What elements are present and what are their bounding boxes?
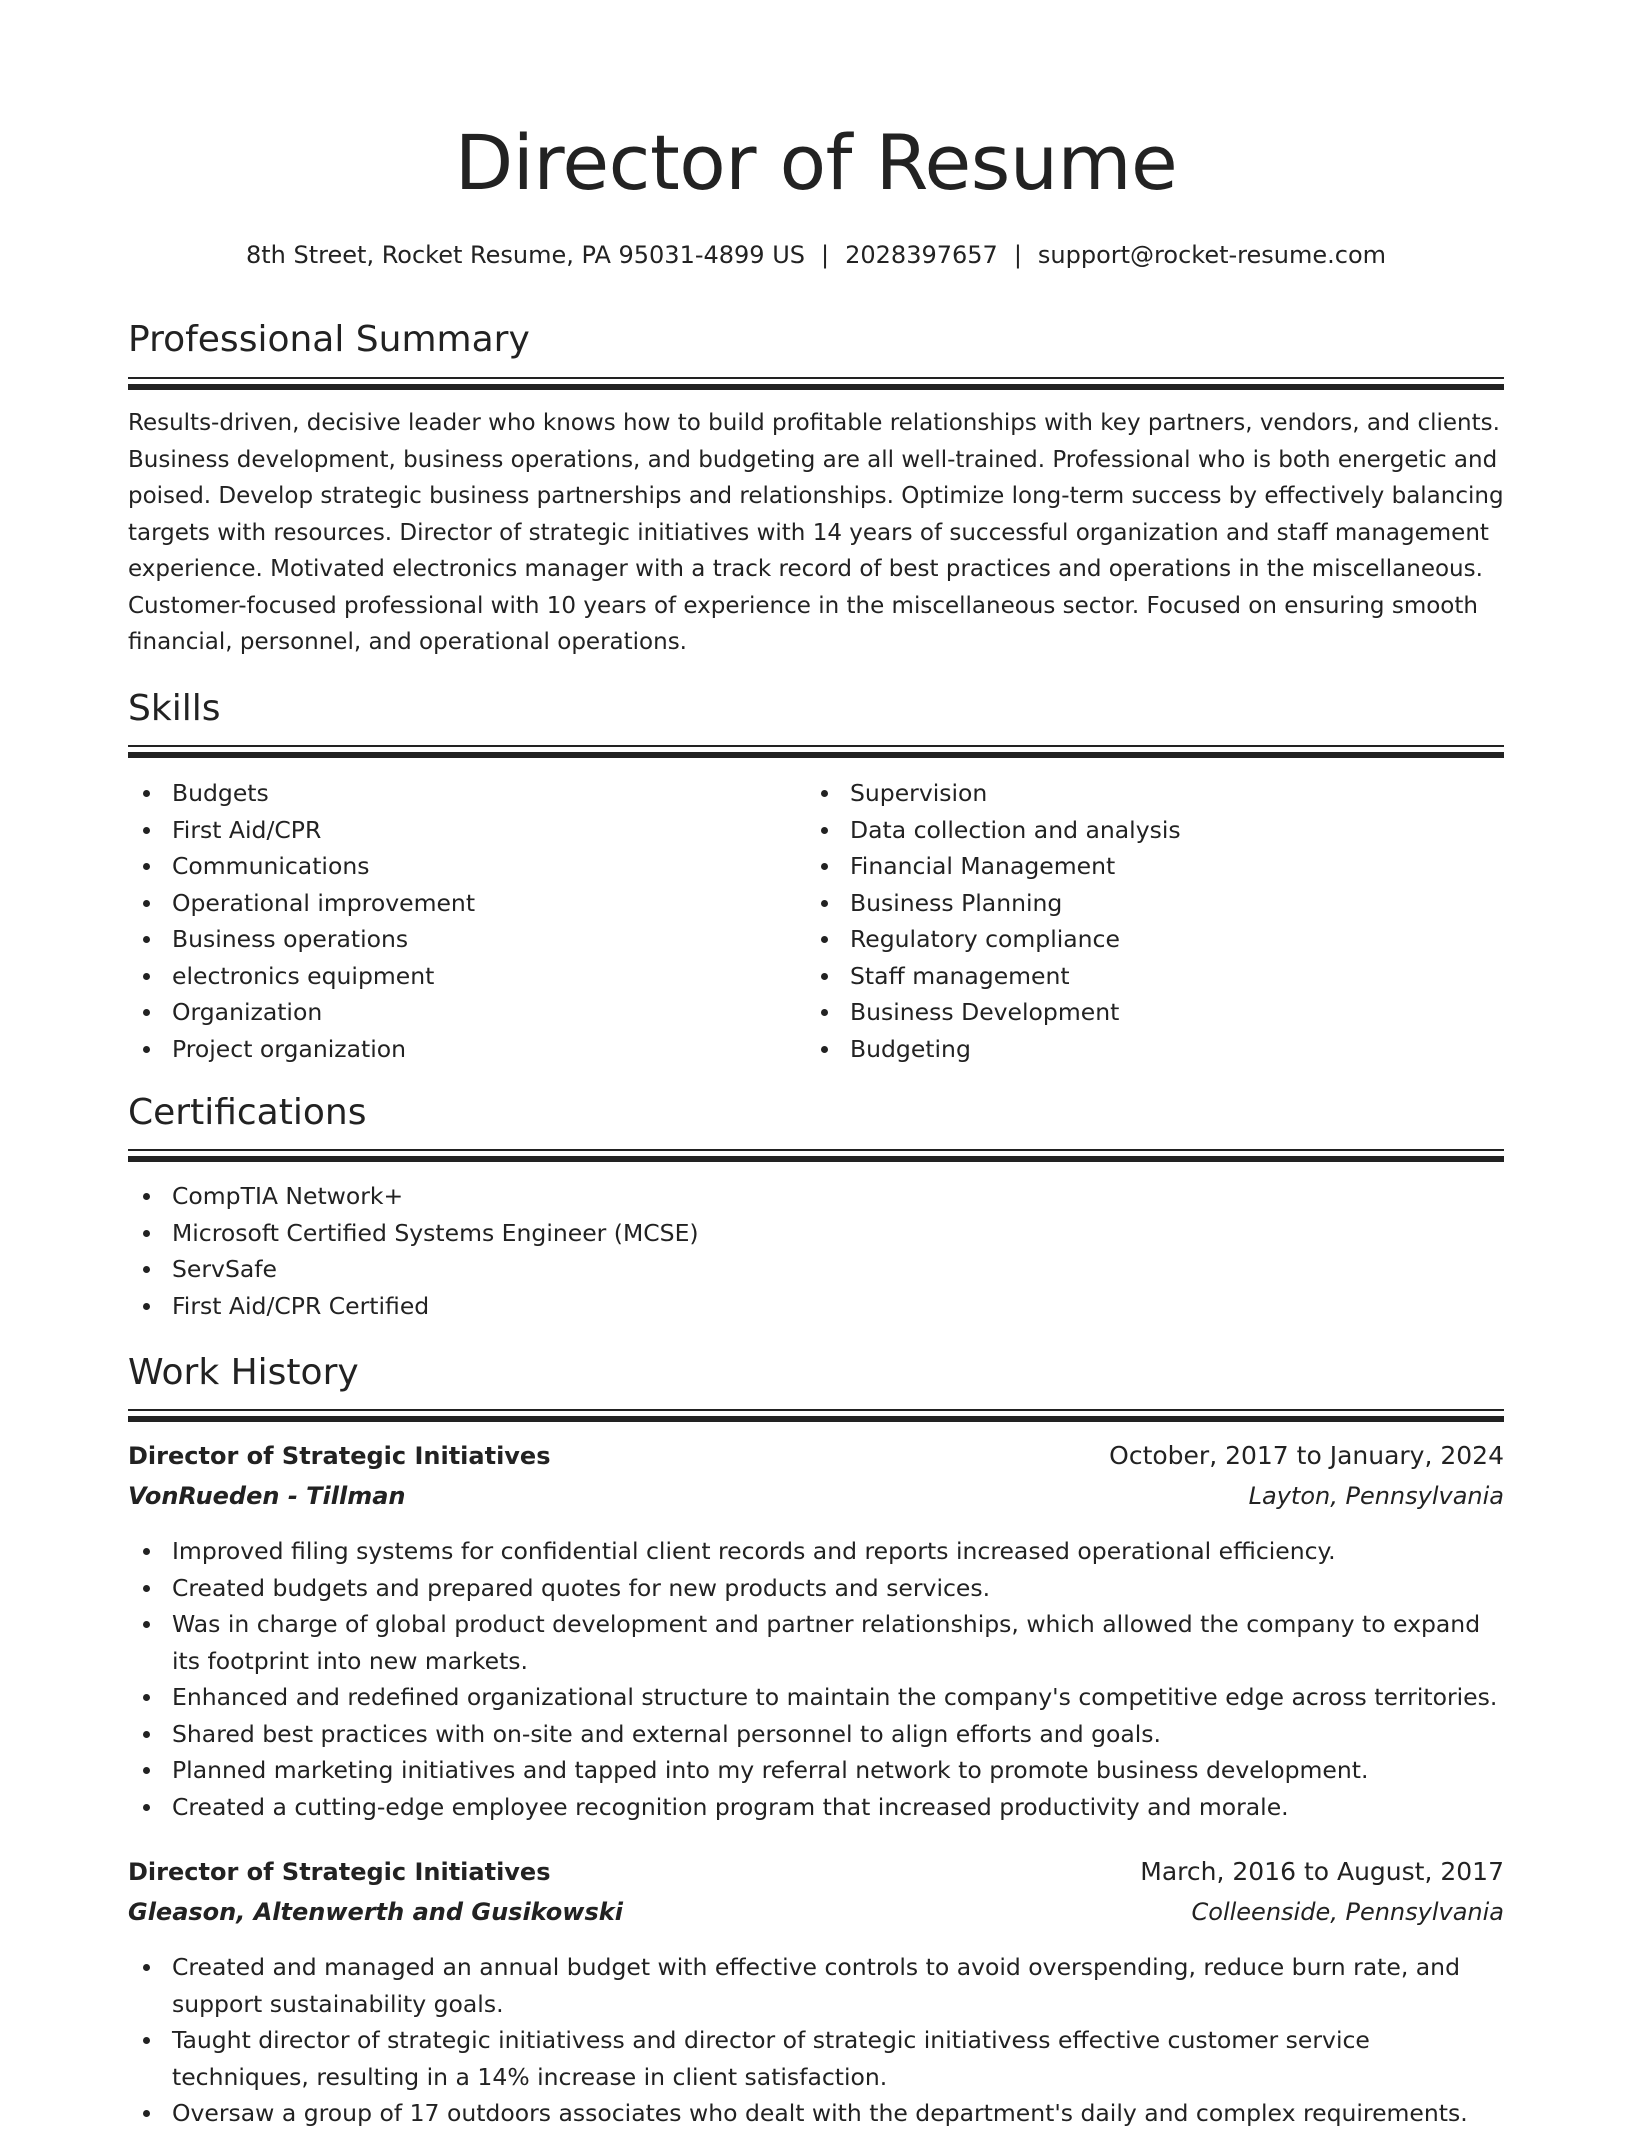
section-divider [128,377,1504,390]
skills-list-left [128,775,788,1067]
section-title-skills: Skills [128,688,221,729]
job-dates: March, 2016 to August, 2017 [1140,1857,1504,1886]
job-bullet: Oversaw a group of 17 outdoors associates who dealt with the department's daily and complex requirements. [128,2095,1504,2132]
contact-email: support@rocket-resume.com [1037,241,1386,269]
section-title-certifications: Certifications [128,1092,367,1133]
job-company: Gleason, Altenwerth and Gusikowski [128,1898,623,1926]
skill-item: Organization [128,994,788,1031]
resume-name: Director of Resume [454,118,1178,207]
job-bullet: Planned marketing initiatives and tapped into my referral network to promote business development. [128,1752,1504,1789]
skill-item: Financial Management [806,848,1504,885]
job-bullets [128,1949,1504,2132]
skill-item: Budgeting [806,1031,1504,1068]
job-bullet: Improved filing systems for confidential client records and reports increased operational efficiency. [128,1533,1504,1570]
job-bullet: Taught director of strategic initiativess and director of strategic initiativess effective customer service techniques, resulting in a 14% increase in client satisfaction. [128,2022,1504,2095]
section-divider [128,745,1504,758]
skill-item: First Aid/CPR [128,812,788,849]
job-dates: October, 2017 to January, 2024 [1109,1441,1504,1470]
job-bullet: Created and managed an annual budget with effective controls to avoid overspending, reduce burn rate, and support sustainability goals. [128,1949,1504,2022]
contact-line [128,241,1504,269]
job-company: VonRueden - Tillman [128,1482,406,1510]
certification-item: ServSafe [128,1251,1504,1288]
skill-item: Project organization [128,1031,788,1068]
job-title: Director of Strategic Initiatives [128,1442,551,1470]
contact-separator: | [1013,241,1022,269]
skill-item: Operational improvement [128,885,788,922]
section-divider [128,1409,1504,1422]
job-title: Director of Strategic Initiatives [128,1858,551,1886]
contact-separator: | [821,241,830,269]
job-bullet: Shared best practices with on-site and external personnel to align efforts and goals. [128,1716,1504,1753]
job-bullets [128,1533,1504,1825]
skill-item: Budgets [128,775,788,812]
skill-item: Communications [128,848,788,885]
contact-address: 8th Street, Rocket Resume, PA 95031-4899 US [246,241,806,269]
skill-item: Business Planning [806,885,1504,922]
section-divider [128,1149,1504,1162]
job-bullet: Created a cutting-edge employee recognition program that increased productivity and morale. [128,1789,1504,1826]
section-title-summary: Professional Summary [128,319,530,360]
resume-page [128,0,1504,2127]
skill-item: Business operations [128,921,788,958]
certification-item: CompTIA Network+ [128,1178,1504,1215]
certification-item: First Aid/CPR Certified [128,1288,1504,1325]
skill-item: Staff management [806,958,1504,995]
certification-item: Microsoft Certified Systems Engineer (MCSE) [128,1215,1504,1252]
job-location: Layton, Pennsylvania [1248,1482,1504,1510]
skill-item: Business Development [806,994,1504,1031]
certifications-list [128,1178,1504,1324]
skill-item: Data collection and analysis [806,812,1504,849]
job-bullet: Enhanced and redefined organizational structure to maintain the company's competitive edge across territories. [128,1679,1504,1716]
job-bullet: Created budgets and prepared quotes for new products and services. [128,1570,1504,1607]
skills-list-right [806,775,1504,1067]
contact-phone: 2028397657 [845,241,998,269]
summary-text: Results-driven, decisive leader who knows how to build profitable relationships with key partners, vendors, and clients. Business development, business operations, and budgeting are all well-trained. Professional who is both energetic and poised. Develop strategic business partnerships and relationships. Optimize long-term success by effectively balancing targets with resources. Director of strategic initiatives with 14 years of successful organization and staff management experience. Motivated electronics manager with a track record of best practices and operations in the miscellaneous. Customer-focused professional with 10 years of experience in the miscellaneous sector. Focused on ensuring smooth financial, personnel, and operational operations. [128,410,1504,655]
skill-item: Regulatory compliance [806,921,1504,958]
section-title-work-history: Work History [128,1352,359,1393]
job-location: Colleenside, Pennsylvania [1191,1898,1504,1926]
job-bullet: Was in charge of global product development and partner relationships, which allowed the company to expand its footprint into new markets. [128,1606,1504,1679]
skill-item: electronics equipment [128,958,788,995]
skill-item: Supervision [806,775,1504,812]
